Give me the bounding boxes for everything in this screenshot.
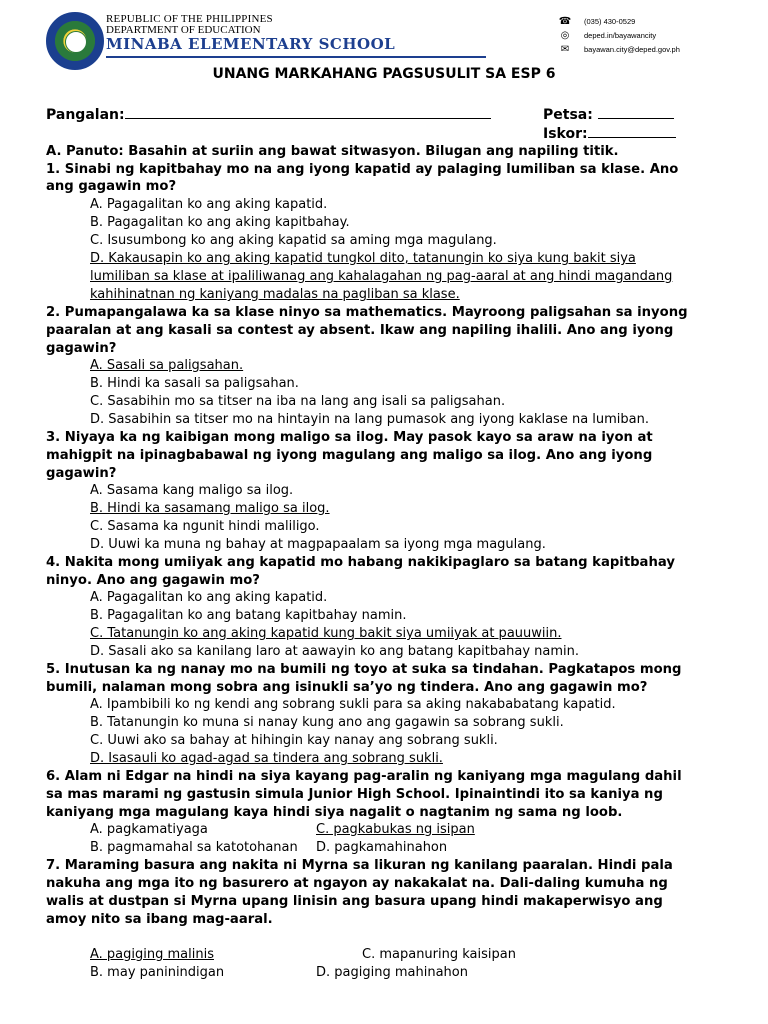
q7-line-4: amoy nito sa ibang mag-aaral. (46, 912, 273, 927)
q6-option-c[interactable]: C. pagkabukas ng isipan (316, 822, 475, 837)
q1-option-d-line-3[interactable]: kahihinatnan ng kaniyang madalas na pagliban sa klase. (90, 287, 460, 302)
q2-option-a[interactable]: A. Sasali sa paligsahan. (90, 358, 244, 373)
q1-option-b[interactable]: B. Pagagalitan ko ang aking kapitbahay. (90, 215, 350, 230)
q5-option-d[interactable]: D. Isasauli ko agad-agad sa tindera ang sobrang sukli. (90, 751, 443, 766)
q3-option-b[interactable]: B. Hindi ka sasamang maligo sa ilog. (90, 501, 330, 516)
q1-option-c[interactable]: C. Isusumbong ko ang aking kapatid sa aming mga magulang. (90, 233, 497, 248)
q7-option-d[interactable]: D. pagiging mahinahon (316, 965, 468, 980)
q5-option-a[interactable]: A. Ipambibili ko ng kendi ang sobrang sukli para sa aking nakababatang kapatid. (90, 697, 616, 712)
q3-option-c[interactable]: C. Sasama ka ngunit hindi maliligo. (90, 519, 320, 534)
instruction: A. Panuto: Basahin at suriin ang bawat sitwasyon. Bilugan ang napiling titik. (46, 144, 619, 159)
q7-line-3: walis at dustpan si Myrna upang linisin ang basura upang hindi makaperwisyo ang (46, 894, 663, 909)
q5-option-c[interactable]: C. Uuwi ako sa bahay at hihingin kay nanay ang sobrang sukli. (90, 733, 498, 748)
q6-option-d[interactable]: D. pagkamahinahon (316, 840, 448, 855)
q5-line-2: bumili, nalaman mong sobra ang isinukli sa’yo ng tindera. Ano ang gagawin mo? (46, 680, 648, 695)
q4-option-b[interactable]: B. Pagagalitan ko ang batang kapitbahay namin. (90, 608, 407, 623)
name-blank[interactable] (125, 105, 491, 119)
government-text (106, 14, 395, 53)
department-text: DEPARTMENT OF EDUCATION (106, 24, 261, 36)
q7-line-1: 7. Maraming basura ang nakita ni Myrna sa likuran ng kanilang paaralan. Hindi pala (46, 858, 673, 873)
q4-line-2: ninyo. Ano ang gagawin mo? (46, 573, 260, 588)
q1-option-a[interactable]: A. Pagagalitan ko ang aking kapatid. (90, 197, 328, 212)
q2-option-d[interactable]: D. Sasabihin sa titser mo na hintayin na lang pumasok ang iyong kaklase na lumiban. (90, 412, 650, 427)
name-field[interactable] (46, 105, 491, 125)
date-blank[interactable] (598, 105, 674, 119)
q2-line-2: paaralan at ang kasali sa contest ay absent. Ikaw ang napiling ihalili. Ano ang iyong (46, 323, 674, 338)
score-field[interactable] (543, 124, 676, 144)
school-name: MINABA ELEMENTARY SCHOOL (106, 35, 396, 53)
q5-option-b[interactable]: B. Tatanungin ko muna si nanay kung ano ang gagawin sa sobrang sukli. (90, 715, 564, 730)
q4-option-d[interactable]: D. Sasali ako sa kanilang laro at aawayin ko ang batang kapitbahay namin. (90, 644, 579, 659)
web-text: deped.in/bayawancity (584, 30, 657, 40)
q4-option-a[interactable]: A. Pagagalitan ko ang aking kapatid. (90, 590, 328, 605)
school-seal-icon (46, 12, 104, 70)
q6-line-3: kaniyang mga magulang kaya hindi siya nagalit o nagtanim ng sama ng loob. (46, 805, 623, 820)
q3-line-3: gagawin? (46, 466, 117, 481)
email-text: bayawan.city@deped.gov.ph (584, 44, 680, 54)
q1-line-1: 1. Sinabi ng kapitbahay mo na ang iyong kapatid ay palaging lumiliban sa klase. Ano (46, 162, 679, 177)
q3-option-a[interactable]: A. Sasama kang maligo sa ilog. (90, 483, 294, 498)
q3-line-2: mahigpit na ipinagbabawal ng iyong magulang ang maligo sa ilog. Ano ang iyong (46, 448, 653, 463)
q7-line-2: nakuha ang mga ito ng basurero at ngayon ay nakakalat na. Dali-daling kumuha ng (46, 876, 668, 891)
q6-option-a[interactable]: A. pagkamatiyaga (90, 822, 208, 837)
q2-option-c[interactable]: C. Sasabihin mo sa titser na iba na lang ang isali sa paligsahan. (90, 394, 506, 409)
phone-text: (035) 430-0529 (584, 16, 636, 26)
score-label: Iskor: (543, 126, 588, 142)
q1-option-d-line-1[interactable]: D. Kakausapin ko ang aking kapatid tungkol dito, tatanungin ko siya kung bakit siya (90, 251, 636, 266)
date-label: Petsa: (543, 107, 593, 123)
score-blank[interactable] (588, 124, 676, 138)
q7-option-a[interactable]: A. pagiging malinis (90, 947, 214, 962)
globe-icon: ◎ (560, 29, 570, 41)
date-field[interactable] (543, 105, 674, 125)
q6-option-b[interactable]: B. pagmamahal sa katotohanan (90, 840, 298, 855)
q1-option-d-line-2[interactable]: lumiliban sa klase at ipaliliwanag ang kahalagahan ng pag-aaral at ang hindi magandang (90, 269, 673, 284)
mail-icon: ✉ (560, 43, 570, 55)
q3-option-d[interactable]: D. Uuwi ka muna ng bahay at magpapaalam sa iyong mga magulang. (90, 537, 546, 552)
q5-line-1: 5. Inutusan ka ng nanay mo na bumili ng toyo at suka sa tindahan. Pagkatapos mong (46, 662, 682, 677)
letterhead (46, 10, 726, 62)
header-divider (106, 56, 486, 58)
q2-line-1: 2. Pumapangalawa ka sa klase ninyo sa mathematics. Mayroong paligsahan sa inyong (46, 305, 688, 320)
republic-text: REPUBLIC OF THE PHILIPPINES (106, 13, 273, 25)
exam-title: UNANG MARKAHANG PAGSUSULIT SA ESP 6 (212, 66, 556, 82)
q7-option-c[interactable]: C. mapanuring kaisipan (362, 947, 516, 962)
phone-icon: ☎ (558, 15, 572, 27)
q2-option-b[interactable]: B. Hindi ka sasali sa paligsahan. (90, 376, 299, 391)
contact-info (558, 14, 680, 56)
q1-line-2: ang gagawin mo? (46, 179, 177, 194)
q3-line-1: 3. Niyaya ka ng kaibigan mong maligo sa ilog. May pasok kayo sa araw na iyon at (46, 430, 653, 445)
q6-line-2: sa mas marami ng gastusin simula Junior High School. Ipinaintindi ito sa kaniya ng (46, 787, 663, 802)
name-label: Pangalan: (46, 107, 125, 123)
q2-line-3: gagawin? (46, 341, 117, 356)
q4-line-1: 4. Nakita mong umiiyak ang kapatid mo habang nakikipaglaro sa batang kapitbahay (46, 555, 675, 570)
q6-line-1: 6. Alam ni Edgar na hindi na siya kayang pag-aralin ng kaniyang mga magulang dahil (46, 769, 682, 784)
q4-option-c[interactable]: C. Tatanungin ko ang aking kapatid kung bakit siya umiiyak at pauuwiin. (90, 626, 562, 641)
q7-option-b[interactable]: B. may paninindigan (90, 965, 225, 980)
